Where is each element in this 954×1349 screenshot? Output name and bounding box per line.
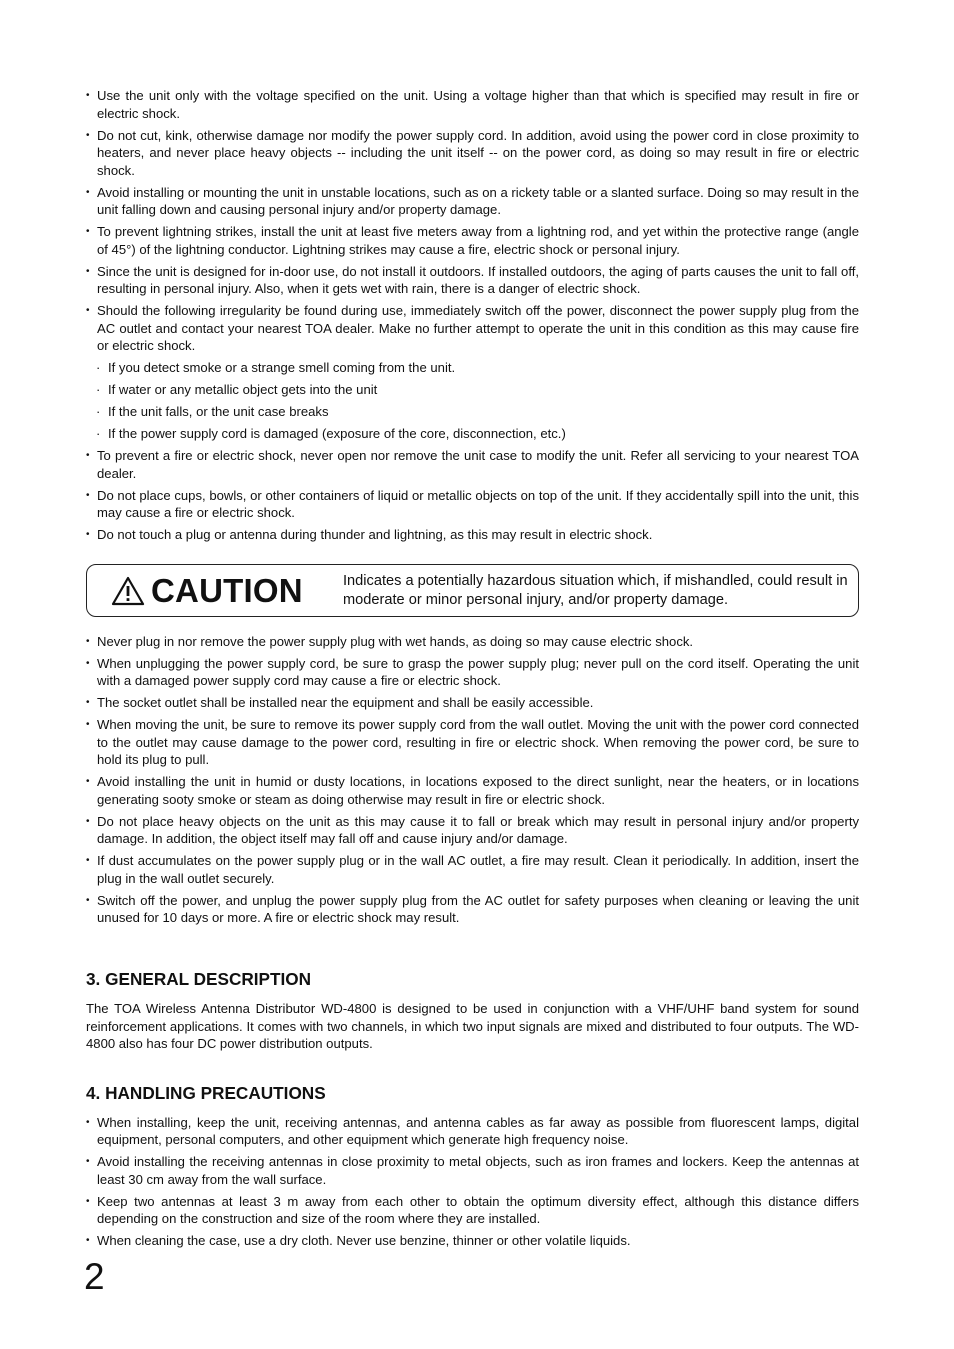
- section-heading-handling: 4. HANDLING PRECAUTIONS: [86, 1082, 326, 1103]
- list-item: • Avoid installing the unit in humid or dusty locations, in locations exposed to the direct sunlight, near the heaters, or in locations generating sooty smoke or steam as doing otherwise may result in fire or electric shock.: [86, 773, 859, 808]
- document-page: [86, 87, 859, 1254]
- list-item: • To prevent a fire or electric shock, never open nor remove the unit case to modify the unit. Refer all servicing to your nearest TOA dealer.: [86, 447, 859, 482]
- caution-word: CAUTION: [151, 571, 303, 609]
- list-item: • When unplugging the power supply cord, be sure to grasp the power supply plug; never pull on the cord itself. Operating the unit with a damaged power supply cord may cause a fire or electric shock.: [86, 655, 859, 690]
- list-item: • Use the unit only with the voltage specified on the unit. Using a voltage higher than that which is specified may result in fire or electric shock.: [86, 87, 859, 122]
- list-item: • Should the following irregularity be found during use, immediately switch off the power, disconnect the power supply plug from the AC outlet and contact your nearest TOA dealer. Make no further attempt to operate the unit in this condition as this may cause fire or electric shock.: [86, 302, 859, 355]
- warning-list: [86, 87, 859, 544]
- list-item: • Switch off the power, and unplug the power supply plug from the AC outlet for safety purposes when cleaning or leaving the unit unused for 10 days or more. A fire or electric shock may result.: [86, 892, 859, 927]
- sub-list-item: · If you detect smoke or a strange smell coming from the unit.: [86, 359, 859, 377]
- caution-description: Indicates a potentially hazardous situation which, if mishandled, could result in moderate or minor personal injury, and/or property damage.: [343, 572, 848, 608]
- list-item: • Never plug in nor remove the power supply plug with wet hands, as doing so may cause electric shock.: [86, 633, 859, 651]
- page-number: 2: [84, 1256, 105, 1297]
- list-item: • Do not place cups, bowls, or other containers of liquid or metallic objects on top of the unit. If they accidentally spill into the unit, this may cause a fire or electric shock.: [86, 487, 859, 522]
- list-item: • When moving the unit, be sure to remove its power supply cord from the wall outlet. Moving the unit with the power cord connected to the outlet may cause damage to the power cord, resulting in fire or electric shock. When removing the power cord, be sure to hold its plug to pull.: [86, 716, 859, 769]
- handling-list: [86, 1114, 859, 1250]
- sub-list-item: · If the unit falls, or the unit case breaks: [86, 403, 859, 421]
- list-item: • When cleaning the case, use a dry cloth. Never use benzine, thinner or other volatile liquids.: [86, 1232, 859, 1250]
- list-item: • Do not touch a plug or antenna during thunder and lightning, as this may result in electric shock.: [86, 526, 859, 544]
- list-item: • Do not cut, kink, otherwise damage nor modify the power supply cord. In addition, avoid using the power cord in close proximity to heaters, and never place heavy objects -- including the unit itself -- on the power cord, as doing so may result in fire or electric shock.: [86, 127, 859, 180]
- general-description-text: The TOA Wireless Antenna Distributor WD-4800 is designed to be used in conjunction with a VHF/UHF band system for sound reinforcement applications. It comes with two channels, in which two input signals are mixed and distributed to four outputs. The WD-4800 also has four DC power distribution outputs.: [86, 1001, 859, 1051]
- list-item: • When installing, keep the unit, receiving antennas, and antenna cables as far away as possible from fluorescent lamps, digital equipment, personal computers, and other equipment which generate high frequency noise.: [86, 1114, 859, 1149]
- list-item: • Avoid installing or mounting the unit in unstable locations, such as on a rickety table or a slanted surface. Doing so may result in the unit falling down and causing personal injury and/or property damage.: [86, 184, 859, 219]
- sub-list-item: · If water or any metallic object gets into the unit: [86, 381, 859, 399]
- caution-list: [86, 633, 859, 927]
- list-item: • Do not place heavy objects on the unit as this may cause it to fall or break which may result in personal injury and/or property damage. In addition, the object itself may fall off and cause injury and/or damage.: [86, 813, 859, 848]
- list-item: • The socket outlet shall be installed near the equipment and shall be easily accessible.: [86, 694, 859, 712]
- sub-list-item: · If the power supply cord is damaged (exposure of the core, disconnection, etc.): [86, 425, 859, 443]
- list-item: • Avoid installing the receiving antennas in close proximity to metal objects, such as iron frames and lockers. Keep the antennas at least 30 cm away from the wall surface.: [86, 1153, 859, 1188]
- list-item: • To prevent lightning strikes, install the unit at least five meters away from a lightning rod, and yet within the protective range (angle of 45°) of the lightning conductor. Lightning strikes may cause a fire, electric shock or personal injury.: [86, 223, 859, 258]
- section-heading-general: 3. GENERAL DESCRIPTION: [86, 969, 312, 989]
- list-item: • Since the unit is designed for in-door use, do not install it outdoors. If installed outdoors, the aging of parts causes the unit to fall off, resulting in personal injury. Also, when it gets wet with rain, there is a danger of electric shock.: [86, 263, 859, 298]
- list-item: • Keep two antennas at least 3 m away from each other to obtain the optimum diversity effect, although this distance differs depending on the construction and size of the room where they are installed.: [86, 1193, 859, 1228]
- caution-box: [86, 564, 859, 617]
- warning-triangle-icon: [111, 576, 145, 606]
- caution-heading: [111, 571, 303, 611]
- list-item: • If dust accumulates on the power supply plug or in the wall AC outlet, a fire may result. Clean it periodically. In addition, insert the plug in the wall outlet securely.: [86, 852, 859, 887]
